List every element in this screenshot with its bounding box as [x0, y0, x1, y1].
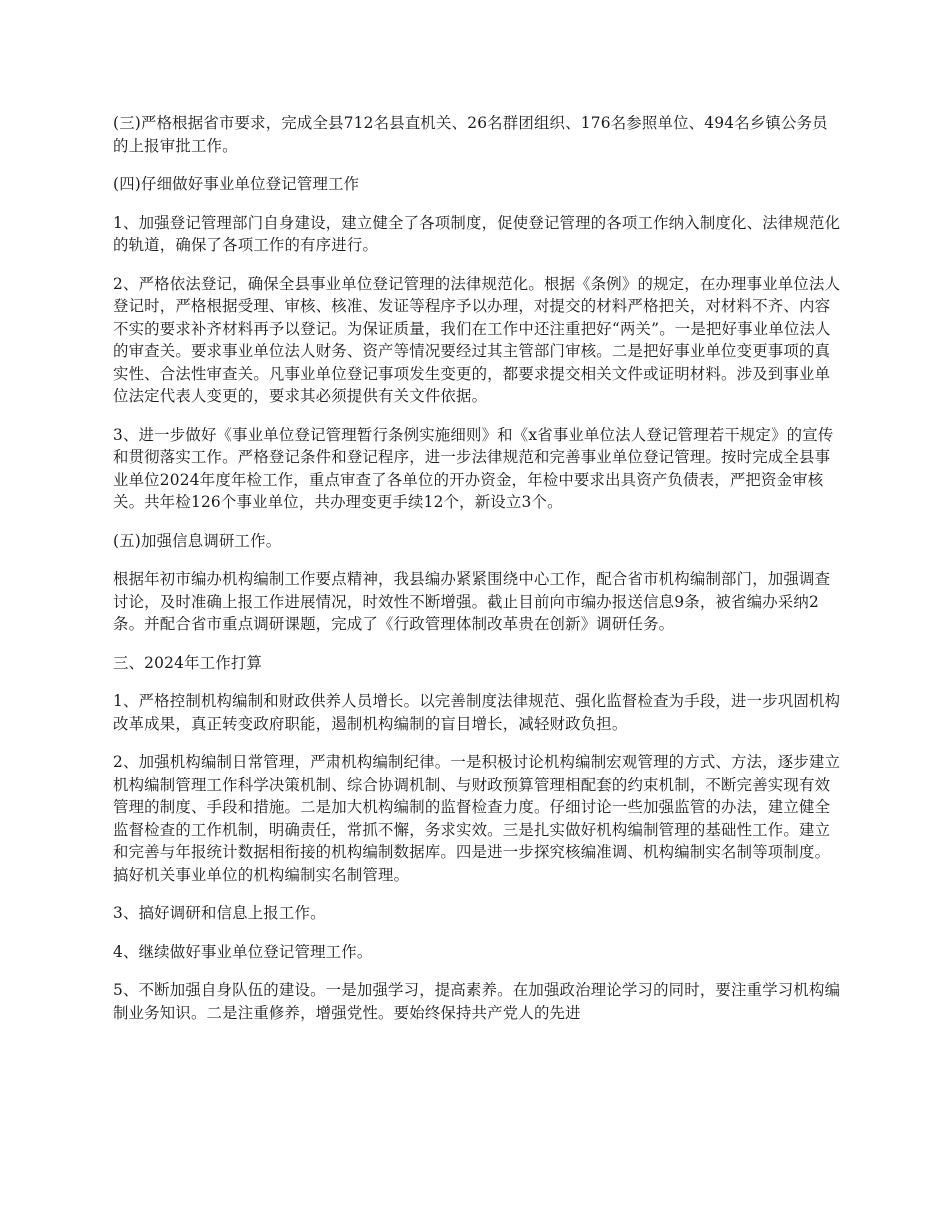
paragraph-plan-item-5: 5、不断加强自身队伍的建设。一是加强学习，提高素养。在加强政治理论学习的同时，要注重学习机构编制业务知识。二是注重修养，增强党性。要始终保持共产党人的先进	[113, 981, 841, 1022]
paragraph-plan-item-4: 4、继续做好事业单位登记管理工作。	[113, 942, 373, 961]
heading-section-4: (四)仔细做好事业单位登记管理工作	[113, 175, 360, 193]
heading-section-5: (五)加强信息调研工作。	[113, 531, 282, 550]
heading-2024-plan: 三、2024年工作打算	[113, 653, 263, 672]
paragraph-section-3-approval: (三)严格根据省市要求，完成全县712名县直机关、26名群团组织、176名参照单位、494名乡镇公务员的上报审批工作。	[113, 114, 828, 155]
document-body	[113, 112, 843, 1040]
paragraph-plan-item-2: 2、加强机构编制日常管理，严肃机构编制纪律。一是积极讨论机构编制宏观管理的方式、方法，逐步建立机构编制管理工作科学决策机制、综合协调机制、与财政预算管理相配套的约束机制，不断完善实现有效管理的制度、手段和措施。二是加大机构编制的监督检查力度。仔细讨论一些加强监管的办法，建立健全监督检查的工作机制，明确责任，常抓不懈，务求实效。三是扎实做好机构编制管理的基础性工作。建立和完善与年报统计数据相衔接的机构编制数据库。四是进一步探究核编准调、机构编制实名制等项制度。搞好机关事业单位的机构编制实名制管理。	[113, 753, 841, 884]
paragraph-item-1: 1、加强登记管理部门自身建设，建立健全了各项制度，促使登记管理的各项工作纳入制度化、法律规范化的轨道，确保了各项工作的有序进行。	[113, 213, 841, 254]
paragraph-plan-item-1: 1、严格控制机构编制和财政供养人员增长。以完善制度法律规范、强化监督检查为手段，进一步巩固机构改革成果，真正转变政府职能，遏制机构编制的盲目增长，减轻财政负担。	[113, 692, 841, 733]
paragraph-item-2: 2、严格依法登记，确保全县事业单位登记管理的法律规范化。根据《条例》的规定，在办理事业单位法人登记时，严格根据受理、审核、核准、发证等程序予以办理，对提交的材料严格把关，对材料不齐、内容不实的要求补齐材料再予以登记。为保证质量，我们在工作中还注重把好“两关”。一是把好事业单位法人的审查关。要求事业单位法人财务、资产等情况要经过其主管部门审核。二是把好事业单位变更事项的真实性、合法性审查关。凡事业单位登记事项发生变更的，都要求提交相关文件或证明材料。涉及到事业单位法定代表人变更的，要求其必须提供有关文件依据。	[113, 274, 841, 405]
paragraph-item-3: 3、进一步做好《事业单位登记管理暂行条例实施细则》和《x省事业单位法人登记管理若干规定》的宣传和贯彻落实工作。严格登记条件和登记程序，进一步法律规范和完善事业单位登记管理。按时完成全县事业单位2024年度年检工作，重点审查了各单位的开办资金，年检中要求出具资产负债表，严把资金审核关。共年检126个事业单位，共办理变更手续12个，新设立3个。	[113, 425, 834, 511]
paragraph-plan-item-3: 3、搞好调研和信息上报工作。	[113, 904, 326, 922]
paragraph-research-info: 根据年初市编办机构编制工作要点精神，我县编办紧紧围绕中心工作，配合省市机构编制部门，加强调查讨论，及时准确上报工作进展情况，时效性不断增强。截止目前向市编办报送信息9条，被省编办采纳2条。并配合省市重点调研课题，完成了《行政管理体制改革贵在创新》调研任务。	[113, 570, 831, 633]
